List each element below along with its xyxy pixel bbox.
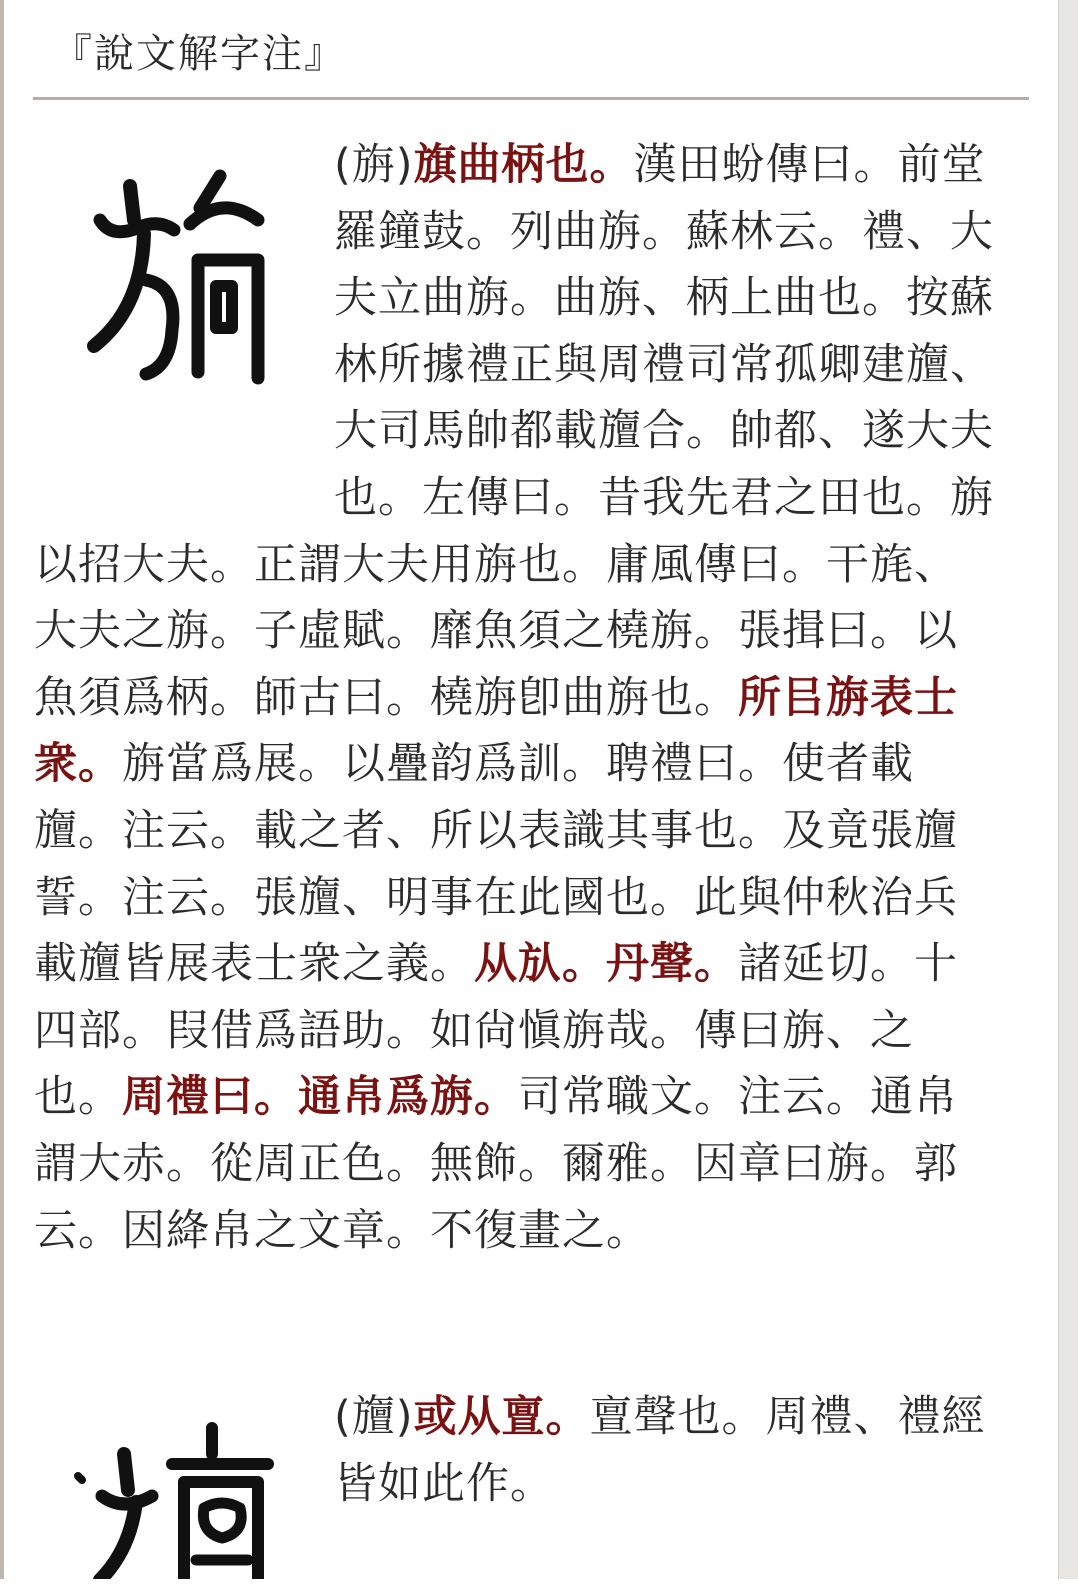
commentary-text: 漢田蚡傳曰。前堂羅鐘鼓。列曲旃。蘇林云。禮、大夫立曲旃。曲旃、柄上曲也。按蘇林所據禮正與周禮司常孤卿建旜、大司馬帥都載旜合。帥都、遂大夫也。左傳曰。昔我先君之田也。旃以招大夫。正謂大夫用旃也。庸風傳曰。干旄、大夫之旃。子虛賦。靡魚須之橈旃。張揖曰。以魚須爲柄。師古曰。橈旃卽曲旃也。 — [34, 140, 994, 723]
divider — [33, 97, 1029, 100]
commentary-text: 司常職文。注云。通帛謂大赤。從周正色。無飾。爾雅。因章曰旃。郭云。因絳帛之文章。不復畫之。 — [34, 1072, 958, 1256]
page-title: 『說文解字注』 — [52, 31, 346, 77]
commentary-text: 諸延切。十四部。叚借爲語助。如尙愼旃哉。傳曰旃、之也。 — [34, 939, 958, 1123]
definition-highlight: 所㠯旃表士衆。 — [34, 672, 958, 790]
definition-highlight: 旗曲柄也。 — [413, 140, 634, 190]
commentary-text: 旃當爲展。以疊韵爲訓。聘禮曰。使者載旜。注云。載之者、所以表識其事也。及竟張旜誓。注云。張旜、明事在此國也。此與仲秋治兵載旜皆展表士衆之義。 — [34, 739, 958, 990]
entry-zhan-variant — [34, 1384, 994, 1584]
scrollbar[interactable] — [1058, 0, 1078, 1579]
commentary-text: 亶聲也。周禮、禮經皆如此作。 — [334, 1392, 986, 1509]
definition-highlight: 从㫃。丹聲。 — [474, 939, 738, 990]
entry-zhan — [34, 132, 994, 1264]
definition-highlight: 或从亶。 — [413, 1392, 590, 1442]
definition-highlight: 周禮曰。通帛爲旃。 — [122, 1072, 518, 1123]
headword: (旃) — [334, 140, 414, 190]
left-frame — [0, 0, 4, 1579]
headword: (旜) — [334, 1392, 414, 1442]
